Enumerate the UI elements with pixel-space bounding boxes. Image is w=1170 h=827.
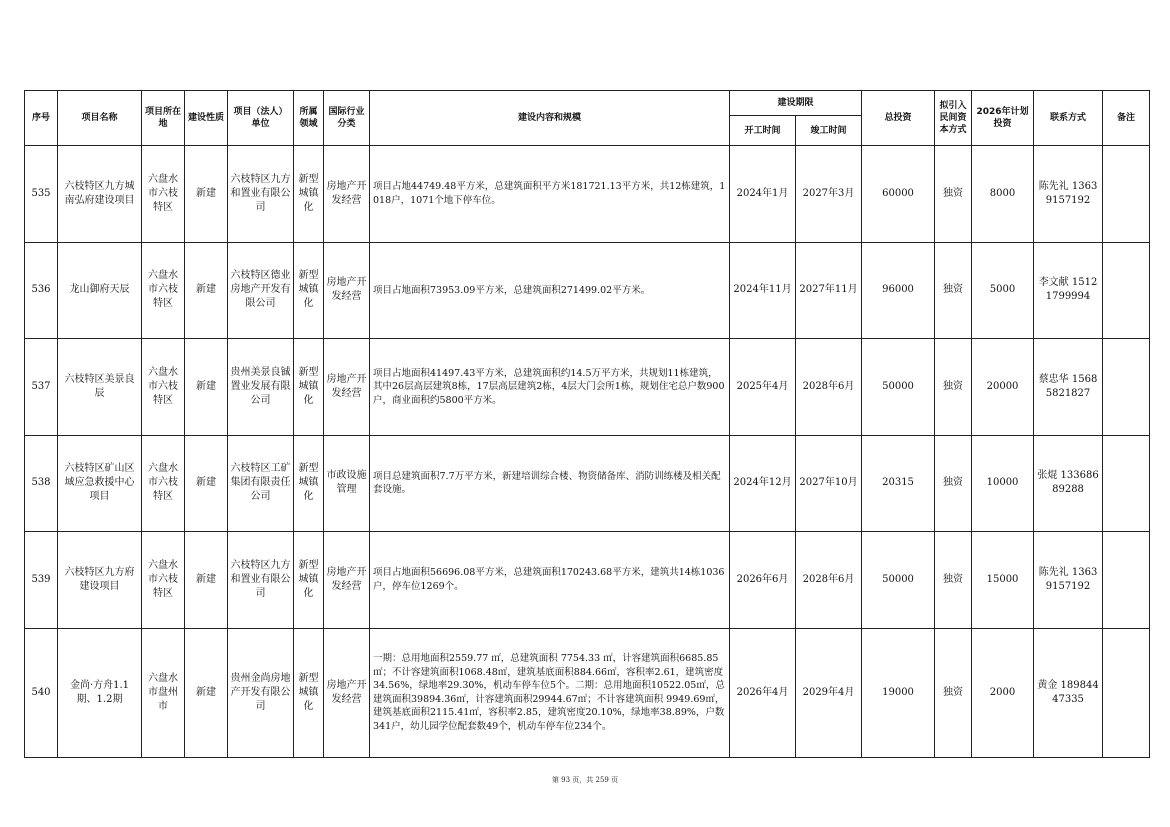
- cell-name: 六枝特区美景良辰: [58, 339, 142, 436]
- cell-total: 19000: [862, 628, 935, 757]
- cell-plan: 15000: [972, 532, 1034, 629]
- header-field: 所属领域: [294, 91, 324, 146]
- cell-seq: 538: [25, 435, 58, 532]
- cell-name: 六枝特区九方城南弘府建设项目: [58, 146, 142, 243]
- cell-nature: 新建: [185, 628, 228, 757]
- cell-plan: 5000: [972, 242, 1034, 339]
- cell-end: 2027年10月: [796, 435, 862, 532]
- cell-name: 龙山御府天辰: [58, 242, 142, 339]
- cell-nature: 新建: [185, 532, 228, 629]
- cell-industry: 房地产开发经营: [324, 339, 370, 436]
- cell-end: 2028年6月: [796, 339, 862, 436]
- cell-content: 一期：总用地面积2559.77 ㎡，总建筑面积 7754.33 ㎡，计容建筑面积6685.85㎡；不计容建筑面积1068.48㎡，建筑基底面积884.66㎡，容积率2.61，建筑密度34.56%，绿地率29.30%，机动车停车位5个。二期：总用地面积10522.05㎡，总建筑面积39894.36㎡，计容建筑面积29944.67㎡；不计容建筑面积 9949.69㎡，建筑基底面积2115.41㎡，容积率2.85，建筑密度20.10%，绿地率38.89%，户数341户，幼儿园学位配套数49个，机动车停车位234个。: [370, 628, 730, 757]
- header-plan: 2026年计划投资: [972, 91, 1034, 146]
- cell-remark: [1103, 532, 1150, 629]
- cell-start: 2024年12月: [730, 435, 796, 532]
- header-name: 项目名称: [58, 91, 142, 146]
- cell-start: 2024年11月: [730, 242, 796, 339]
- header-method: 拟引入民间资本方式: [935, 91, 972, 146]
- cell-name: 六枝特区九方府建设项目: [58, 532, 142, 629]
- header-contact: 联系方式: [1034, 91, 1103, 146]
- header-unit: 项目（法人）单位: [228, 91, 294, 146]
- cell-remark: [1103, 242, 1150, 339]
- cell-name: 金尚·方舟1.1期、1.2期: [58, 628, 142, 757]
- header-content: 建设内容和规模: [370, 91, 730, 146]
- cell-location: 六盘水市六枝特区: [142, 242, 185, 339]
- cell-nature: 新建: [185, 146, 228, 243]
- table-header: [25, 91, 1150, 146]
- cell-start: 2024年1月: [730, 146, 796, 243]
- header-start: 开工时间: [730, 116, 796, 146]
- cell-total: 60000: [862, 146, 935, 243]
- cell-method: 独资: [935, 339, 972, 436]
- header-end: 竣工时间: [796, 116, 862, 146]
- cell-start: 2025年4月: [730, 339, 796, 436]
- table-row: [25, 146, 1150, 243]
- header-remark: 备注: [1103, 91, 1150, 146]
- cell-content: 项目占地44749.48平方米，总建筑面积平方米181721.13平方米，共12栋建筑，1018户，1071个地下停车位。: [370, 146, 730, 243]
- table-row: [25, 435, 1150, 532]
- table-row: [25, 532, 1150, 629]
- header-location: 项目所在地: [142, 91, 185, 146]
- cell-method: 独资: [935, 532, 972, 629]
- cell-contact: 陈先礼 13639157192: [1034, 532, 1103, 629]
- cell-field: 新型城镇化: [294, 146, 324, 243]
- cell-location: 六盘水市六枝特区: [142, 532, 185, 629]
- cell-contact: 陈先礼 13639157192: [1034, 146, 1103, 243]
- table-body: [25, 146, 1150, 758]
- cell-seq: 537: [25, 339, 58, 436]
- cell-unit: 六枝特区德业房地产开发有限公司: [228, 242, 294, 339]
- cell-total: 96000: [862, 242, 935, 339]
- cell-method: 独资: [935, 435, 972, 532]
- cell-method: 独资: [935, 242, 972, 339]
- cell-end: 2027年3月: [796, 146, 862, 243]
- cell-content: 项目占地面积73953.09平方米，总建筑面积271499.02平方米。: [370, 242, 730, 339]
- cell-industry: 市政设施管理: [324, 435, 370, 532]
- cell-nature: 新建: [185, 435, 228, 532]
- cell-location: 六盘水市六枝特区: [142, 146, 185, 243]
- cell-field: 新型城镇化: [294, 435, 324, 532]
- cell-remark: [1103, 435, 1150, 532]
- cell-unit: 六枝特区九方和置业有限公司: [228, 146, 294, 243]
- cell-unit: 六枝特区工矿集团有限责任公司: [228, 435, 294, 532]
- cell-unit: 贵州美景良铖置业发展有限公司: [228, 339, 294, 436]
- table-row: [25, 242, 1150, 339]
- cell-start: 2026年4月: [730, 628, 796, 757]
- cell-contact: 黄金 18984447335: [1034, 628, 1103, 757]
- project-table-container: [24, 90, 1146, 758]
- cell-location: 六盘水市盘州市: [142, 628, 185, 757]
- cell-content: 项目总建筑面积7.7万平方米，新建培训综合楼、物资储备库、消防训练楼及相关配套设施。: [370, 435, 730, 532]
- cell-name: 六枝特区矿山区域应急救援中心项目: [58, 435, 142, 532]
- header-total: 总投资: [862, 91, 935, 146]
- header-seq: 序号: [25, 91, 58, 146]
- cell-location: 六盘水市六枝特区: [142, 339, 185, 436]
- cell-remark: [1103, 628, 1150, 757]
- cell-field: 新型城镇化: [294, 532, 324, 629]
- cell-field: 新型城镇化: [294, 242, 324, 339]
- cell-seq: 539: [25, 532, 58, 629]
- cell-total: 50000: [862, 532, 935, 629]
- cell-seq: 535: [25, 146, 58, 243]
- cell-total: 50000: [862, 339, 935, 436]
- cell-plan: 2000: [972, 628, 1034, 757]
- cell-method: 独资: [935, 146, 972, 243]
- cell-start: 2026年6月: [730, 532, 796, 629]
- cell-method: 独资: [935, 628, 972, 757]
- cell-location: 六盘水市六枝特区: [142, 435, 185, 532]
- cell-industry: 房地产开发经营: [324, 146, 370, 243]
- cell-end: 2027年11月: [796, 242, 862, 339]
- cell-plan: 20000: [972, 339, 1034, 436]
- cell-end: 2028年6月: [796, 532, 862, 629]
- page-number-footer: 第 93 页，共 259 页: [551, 776, 619, 784]
- cell-industry: 房地产开发经营: [324, 242, 370, 339]
- cell-field: 新型城镇化: [294, 339, 324, 436]
- cell-seq: 540: [25, 628, 58, 757]
- cell-contact: 蔡忠华 15685821827: [1034, 339, 1103, 436]
- cell-total: 20315: [862, 435, 935, 532]
- cell-field: 新型城镇化: [294, 628, 324, 757]
- cell-industry: 房地产开发经营: [324, 628, 370, 757]
- cell-nature: 新建: [185, 242, 228, 339]
- cell-nature: 新建: [185, 339, 228, 436]
- table-row: [25, 628, 1150, 757]
- cell-remark: [1103, 146, 1150, 243]
- cell-industry: 房地产开发经营: [324, 532, 370, 629]
- table-row: [25, 339, 1150, 436]
- header-nature: 建设性质: [185, 91, 228, 146]
- header-industry: 国际行业分类: [324, 91, 370, 146]
- cell-unit: 六枝特区九方和置业有限公司: [228, 532, 294, 629]
- cell-content: 项目占地面积56696.08平方米，总建筑面积170243.68平方米，建筑共14栋1036户，停车位1269个。: [370, 532, 730, 629]
- cell-contact: 李文献 15121799994: [1034, 242, 1103, 339]
- cell-content: 项目占地面积41497.43平方米，总建筑面积约14.5万平方米，共规划11栋建筑，其中26层高层建筑8栋，17层高层建筑2栋，4层大门会所1栋，规划住宅总户数900户，商业面积约5800平方米。: [370, 339, 730, 436]
- cell-unit: 贵州金尚房地产开发有限公司: [228, 628, 294, 757]
- cell-remark: [1103, 339, 1150, 436]
- project-table: [24, 90, 1150, 758]
- header-period: 建设期限: [730, 91, 862, 116]
- cell-end: 2029年4月: [796, 628, 862, 757]
- cell-seq: 536: [25, 242, 58, 339]
- cell-plan: 10000: [972, 435, 1034, 532]
- cell-contact: 张焜 13368689288: [1034, 435, 1103, 532]
- cell-plan: 8000: [972, 146, 1034, 243]
